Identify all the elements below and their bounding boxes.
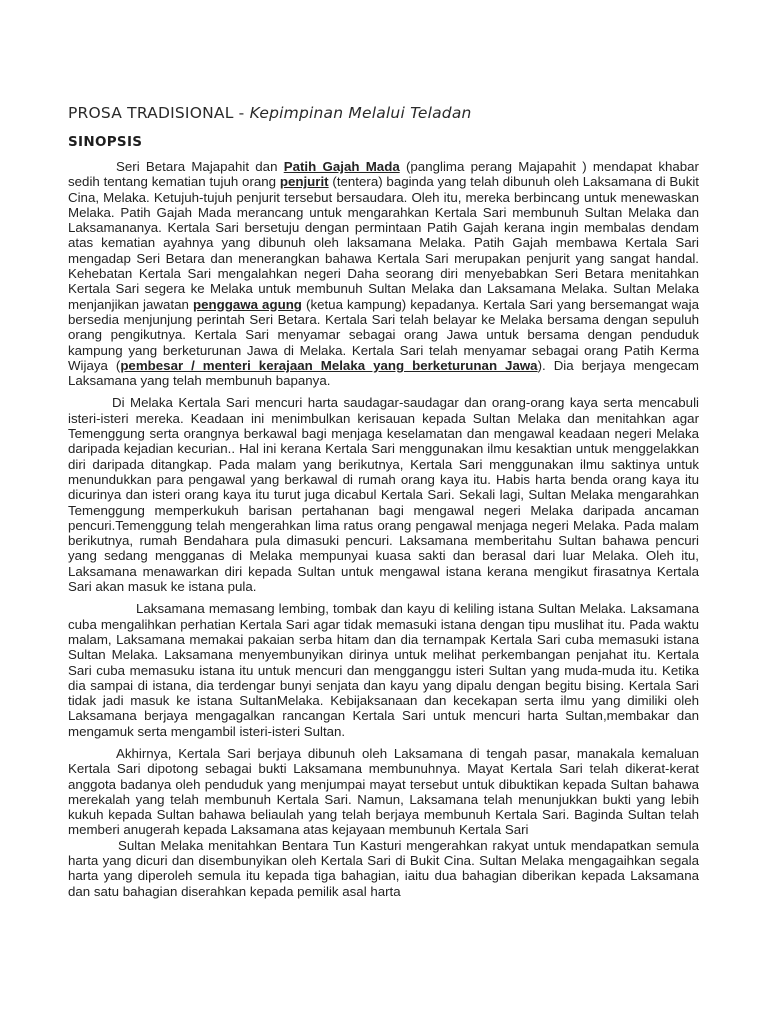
paragraph-3: Laksamana memasang lembing, tombak dan kayu di keliling istana Sultan Melaka. Laksamana cuba mengalihkan perhatian Kertala Sari agar tidak memasuki istana dengan tipu muslihat itu. Pada waktu malam, Laksamana memakai pakaian serba hitam dan dia ternampak Kertala Sari cuba memasuki istana Sultan Melaka. Laksamana menyembunyikan dirinya untuk melihat perkembangan penjahat itu. Kertala Sari cuba memasuku istana itu untuk mencuri dan mengganggu isteri Sultan yang muda-muda itu. Ketika dia sampai di istana, dia terdengar bunyi senjata dan kayu yang dipalu dengan begitu bising. Kertala Sari tidak jadi masuk ke istana SultanMelaka. Kebijaksanaan dan kecekapan serta ilmu yang dimiliki oleh Laksamana berjaya mengagalkan rancangan Kertala Sari untuk mencuri harta Sultan,membakar dan mengamuk serta mengambil isteri-isteri Sultan. — [68, 601, 699, 739]
paragraph-5: Sultan Melaka menitahkan Bentara Tun Kasturi mengerahkan rakyat untuk mendapatkan semula harta yang dicuri dan disembunyikan oleh Kertala Sari di Bukit Cina. Sultan Melaka mengagaihkan segala harta yang diperoleh semula itu kepada tiga bahagian, iaitu dua bahagian diberikan kepada Laksamana dan satu bahagian diserahkan kepada pemilik asal harta — [68, 837, 699, 899]
paragraph-4: Akhirnya, Kertala Sari berjaya dibunuh oleh Laksamana di tengah pasar, manakala kemaluan Kertala Sari dipotong sebagai bukti Laksamana membunuhnya. Mayat Kertala Sari telah dikerat-kerat anggota badanya oleh penduduk yang menjumpai mayat tersebut untuk dibuktikan kepada Sultan bahawa merekalah yang telah membunuh Kertala Sari. Namun, Laksamana telah menunjukkan bukti yang lebih kukuh kepada Sultan bahawa beliaulah yang telah berjaya membunuh Kertala Sari. Baginda Sultan telah memberi anugerah kepada Laksamana atas kejayaan membunuh Kertala Sari — [68, 745, 699, 838]
term-penggawa-agung: penggawa agung — [192, 296, 302, 312]
term-patih-gajah-mada: Patih Gajah Mada — [283, 159, 400, 174]
section-heading: SINOPSIS — [68, 134, 143, 150]
p1-text-2: (panglima perang Majapahit ) mendapat khabar sedih tentang kematian tujuh orang — [68, 159, 699, 190]
document-page — [68, 104, 699, 899]
p1-text-3: (tentera) baginda yang telah dibunuh oleh Laksamana di Bukit Cina, Melaka. Ketujuh-tujuh penjurit tersebut bersaudara. Oleh itu, mereka berbincang untuk menewaskan Melaka. Patih Gajah Mada merancang untuk mengarahkan Kertala Sari membunuh Sultan Melaka dan Laksamananya. Kertala Sari bersetuju dengan permintaan Patih Gajah kerana ingin membalas dendam atas kematian ayahnya yang dibunuh oleh laksamana Melaka. Patih Gajah membawa Kertala Sari mengadap Seri Betara dan menerangkan bahawa Kertala Sari merupakan penjurit yang sangat handal. Kehebatan Kertala Sari mengalahkan negeri Daha seorang diri menyebabkan Seri Betara menitahkan Kertala Sari segera ke Melaka untuk membunuh Sultan Melaka dan Laksamana Melaka. Sultan Melaka menjanjikan jawatan — [68, 174, 699, 312]
paragraph-2: Di Melaka Kertala Sari mencuri harta saudagar-saudagar dan orang-orang kaya serta mencabuli isteri-isteri mereka. Keadaan ini menimbulkan kerisauan kepada Sultan Melaka dan menitahkan agar Temenggung serta orangnya berkawal bagi menjaga keselamatan dan mengawal keadaan negeri Melaka daripada kejadian kecurian.. Hal ini kerana Kertala Sari menggunakan ilmu kesaktian untuk menggelakkan diri daripada ditangkap. Pada malam yang berikutnya, Kertala Sari menggunakan ilmu saktinya untuk menundukkan para pengawal yang berkawal di rumah orang kaya itu. Habis harta benda orang kaya itu dicurinya dan isteri orang kaya itu turut juga dicabul Kertala Sari. Sekali lagi, Sultan Melaka mengarahkan Temenggung memperkukuh barisan pertahanan bagi mengawal negeri Melaka daripada ancaman pencuri.Temenggung telah mengerahkan lima ratus orang pengawal menjaga negeri Melaka. Pada malam berikutnya, rumah Bendahara pula dimasuki pencuri. Laksamana memberitahu Sultan bahawa pencuri yang sedang mengganas di Melaka mempunyai kuasa sakti dan berasal dari luar Melaka. Oleh itu, Laksamana menawarkan diri kepada Sultan untuk mengawal istana kerana mengikut firasatnya Kertala Sari akan masuk ke istana pula. — [68, 395, 699, 595]
p1-text-4: (ketua kampung) kepadanya. Kertala Sari yang bersemangat waja bersedia menjunjung perintah Seri Betara. Kertala Sari telah belayar ke Melaka bersama dengan sepuluh orang pengikutnya. Kertala Sari menyamar sebagai orang Jawa untuk bersama dengan penduduk kampung yang berketurunan Jawa di Melaka. Kertala Sari telah menyamar sebagai orang Patih Kerma Wijaya ( — [68, 296, 699, 373]
title-subtitle: Kepimpinan Melalui Teladan — [249, 104, 472, 122]
paragraph-1 — [68, 159, 699, 388]
term-penjurit: penjurit — [279, 174, 329, 190]
p1-text-5: ). Dia berjaya mengecam Laksamana yang telah membunuh bapanya. — [68, 357, 699, 389]
title-main: PROSA TRADISIONAL - — [68, 104, 250, 122]
document-title — [68, 104, 699, 122]
term-pembesar: pembesar / menteri kerajaan Melaka yang berketurunan Jawa — [120, 357, 538, 373]
p1-text-1: Seri Betara Majapahit dan — [116, 159, 284, 174]
